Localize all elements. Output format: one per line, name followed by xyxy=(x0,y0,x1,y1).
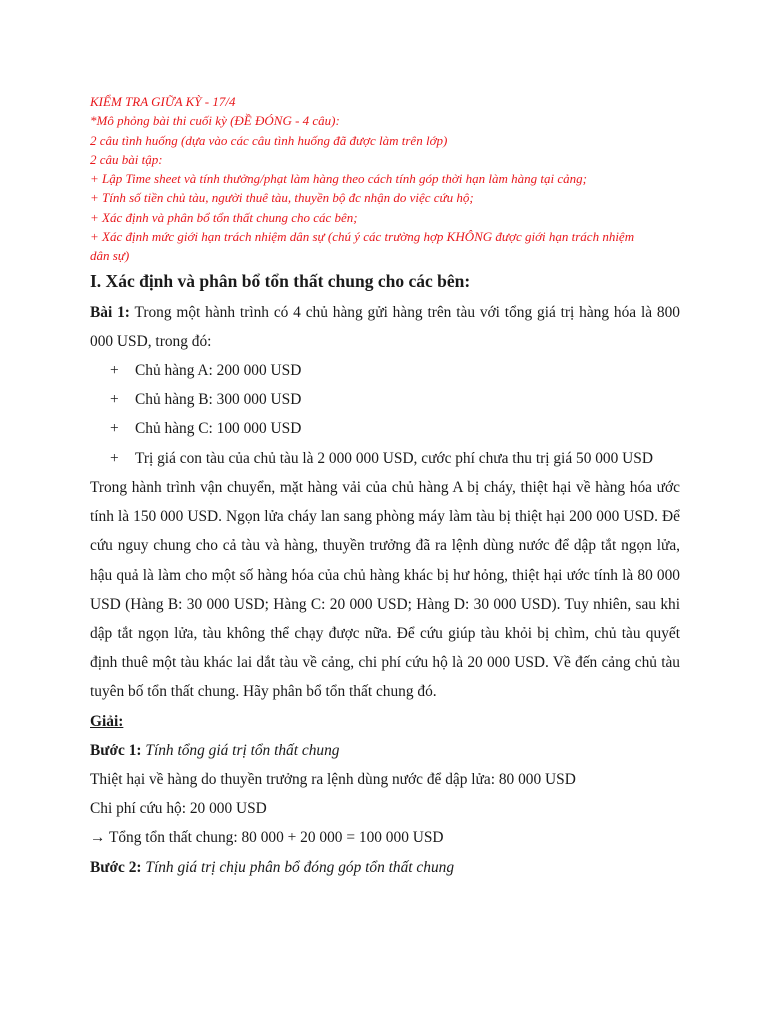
section-heading: I. Xác định và phân bổ tổn thất chung cho các bên: xyxy=(90,270,471,291)
notice-line: *Mô phỏng bài thi cuối kỳ (ĐỀ ĐÓNG - 4 câu): xyxy=(90,113,340,129)
list-item-text: Chủ hàng B: 300 000 USD xyxy=(135,391,302,409)
bullet-marker: + xyxy=(110,362,119,380)
step-2-heading xyxy=(90,853,680,882)
notice-title: KIỂM TRA GIỮA KỲ - 17/4 xyxy=(90,94,236,109)
step-1-title: Tính tổng giá trị tổn thất chung xyxy=(141,741,340,759)
notice-line: + Xác định và phân bổ tổn thất chung cho các bên; xyxy=(90,209,358,225)
step-2-title: Tính giá trị chịu phân bổ đóng góp tổn thất chung xyxy=(141,858,455,876)
problem-intro-text: Trong một hành trình có 4 chủ hàng gửi hàng trên tàu với tổng giá trị hàng hóa là 800 000 USD, trong đó: xyxy=(90,303,681,350)
step-1-heading xyxy=(90,736,680,765)
document-page xyxy=(90,92,680,882)
notice-line: + Tính số tiền chủ tàu, người thuê tàu, thuyền bộ đc nhận do việc cứu hộ; xyxy=(90,190,474,206)
cargo-list xyxy=(90,356,680,473)
notice-line: + Xác định mức giới hạn trách nhiệm dân sự (chú ý các trường hợp KHÔNG được giới hạn trách nhiệm xyxy=(90,229,635,245)
bullet-marker: + xyxy=(110,420,119,438)
list-item-text: Chủ hàng A: 200 000 USD xyxy=(135,362,302,380)
notice-line: + Lập Time sheet và tính thưởng/phạt làm hàng theo cách tính góp thời hạn làm hàng tại cảng; xyxy=(90,171,587,187)
notice-line: dân sự) xyxy=(90,248,130,264)
step-1-line: → Tổng tổn thất chung: 80 000 + 20 000 = 100 000 USD xyxy=(90,829,444,847)
list-item-text: Trị giá con tàu của chủ tàu là 2 000 000 USD, cước phí chưa thu trị giá 50 000 USD xyxy=(135,449,653,467)
bullet-marker: + xyxy=(110,449,119,467)
bullet-marker: + xyxy=(110,391,119,409)
document-body xyxy=(90,298,680,882)
step-1-line: Chi phí cứu hộ: 20 000 USD xyxy=(90,800,267,818)
step-2-label: Bước 2: xyxy=(90,858,142,876)
notice-line: 2 câu tình huống (dựa vào các câu tình huống đã được làm trên lớp) xyxy=(90,132,448,148)
list-item-text: Chủ hàng C: 100 000 USD xyxy=(135,420,302,438)
problem-intro xyxy=(90,298,680,356)
list-item xyxy=(90,385,680,414)
problem-label: Bài 1: xyxy=(90,303,130,321)
exam-notice xyxy=(90,92,680,266)
step-1-line: Thiệt hại về hàng do thuyền trưởng ra lệnh dùng nước để dập lửa: 80 000 USD xyxy=(90,770,576,788)
list-item xyxy=(90,414,680,443)
solution-label: Giải: xyxy=(90,712,124,730)
notice-line: 2 câu bài tập: xyxy=(90,151,163,167)
list-item xyxy=(90,444,680,473)
step-1-label: Bước 1: xyxy=(90,741,142,759)
list-item xyxy=(90,356,680,385)
problem-description: Trong hành trình vận chuyển, mặt hàng vải của chủ hàng A bị cháy, thiệt hại về hàng hóa ước tính là 150 000 USD. Ngọn lửa cháy lan sang phòng máy làm tàu bị thiệt hại 200 000 USD. Để cứu nguy chung cho cả tàu và hàng, thuyền trưởng đã ra lệnh dùng nước để dập tắt ngọn lửa, hậu quả là làm cho một số hàng hóa của chủ hàng khác bị hư hỏng, thiệt hại ước tính là 80 000 USD (Hàng B: 30 000 USD; Hàng C: 20 000 USD; Hàng D: 30 000 USD). Tuy nhiên, sau khi dập tắt ngọn lửa, tàu không thể chạy được nữa. Để cứu giúp tàu khỏi bị chìm, chủ tàu quyết định thuê một tàu khác lai dắt tàu về cảng, chi phí cứu hộ là 20 000 USD. Về đến cảng chủ tàu tuyên bố tổn thất chung. Hãy phân bổ tổn thất chung đó. xyxy=(90,478,680,701)
